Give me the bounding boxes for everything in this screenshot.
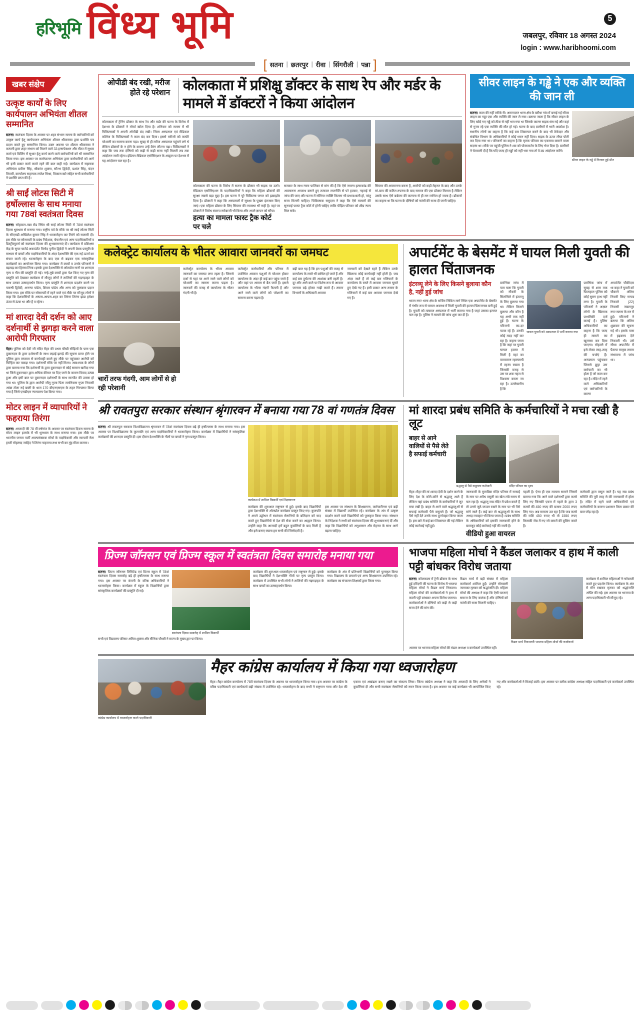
sidebar-story-1[interactable] xyxy=(6,98,94,181)
basement-col-4: अपार्टमेंट चौकीदार था कहा ने युवती को चौकाने अंतिम निवारी किए गायब निकाले (22) निवासी जबलपुर नगर सतना के मन में हुई। परिजनों ने बताया कि अंतिम शुक्रवार की सूचना गई थी। इसके पास में हड़कम्प देते निकाली थी। उसे सीधा अपार्टमेंट में पैठाया मातृक तमाम संभावना में जांच था। xyxy=(610,280,635,362)
bjp-col-2: कैंडल मार्च में बड़ी संख्या में महिला कार्यकर्ता शामिल हुईं। उन्होंने मोमबत्ती जलाकर मृतका को श्रद्धांजलि दी। महिला मोर्चा की अध्यक्ष ने कहा कि ऐसी घटनाएं समाज के लिए कलंक हैं और दोषियों को फांसी की सजा मिलनी चाहिए। xyxy=(460,576,508,605)
lead-col-2 xyxy=(193,120,280,232)
basement-col-3: प्रारंभिक जांच में सुबह से शाम तक फिलहाल पुलिस को कोई सुराग हाथ नहीं लगा है। युवती के परिजनों ने अज्ञात लोगों के खिलाफ प्राथमिकी दर्ज कराई है। पुलिस अधिकारियों का कहना है कि जल्द ही मामले का खुलासा कर दिया जाएगा। मोहल्ले में इसे लेकर तरह-तरह की चर्चाएं हैं। अस्पताल पहुंचकर जिससे छुट्टा उस कर्मचारी का भी होता है जो काम कर रहा है। मंदिर में रहने वाले अधिकारियों एवं कर्मचारियों के कारण xyxy=(583,280,608,396)
masthead-logo-group xyxy=(10,6,234,45)
reg-dot-yellow xyxy=(178,1000,188,1010)
bjp-story[interactable] xyxy=(409,547,634,650)
nav-item-panna[interactable]: पन्ना xyxy=(361,61,371,69)
reg-half-pill xyxy=(399,1001,413,1010)
divider xyxy=(102,116,462,117)
third-band xyxy=(98,405,634,540)
stray-col-3: बड़ी बात यह है कि इन पशुओं की वजह से कार्यालय के रास्ते भी बाधित हो जाते हैं और कई बार दुर्घटना की आशंका बनी रहती है। दूर और आने वाले पर विशेष रूप से आवारा जानवर बड़े होकर गाड़ी करते हैं। तमाम विभागों के अधिकारी आवारा xyxy=(292,266,344,296)
page-number-badge: 5 xyxy=(604,13,616,25)
masthead-brand: हरिभूमि xyxy=(36,19,81,38)
lead-col-2-text: कोलकाता की घटना के विरोध में सतना के डॉक्टर भी सड़क पर उतरे। मेडिकल एसोसिएशन के पदाधिकारियों ने कहा कि महिला डॉक्टरों की सुरक्षा सबसे बड़ा मुद्दा है। इस घटना ने पूरे चिकित्सा जगत को झकझोर दिया है। डॉक्टरों ने कहा कि अस्पतालों में सुरक्षा के पुख्ता इंतजाम किए जाएं। एक महिला डॉक्टर के लिए सिस्टम की व्यवस्था भी सही है। वहां पर डॉक्टरों ने विरोध स्वरूप नारेबाजी भी किया और अपने ज्ञापन को सौंपा। xyxy=(193,184,280,213)
prism-col-1: प्रिज्म जॉनसन लिमिटेड एवं प्रिज्म स्कूल में 78वां स्वतंत्रता दिवस समारोह बड़े ही हर्षोल्लास के साथ मनाया गया। इस अवसर पर कंपनी के वरिष्ठ अधिकारियों ने ध्वजारोहण किया। कार्यक्रम में स्कूल के विद्यार्थियों द्वारा सांस्कृतिक कार्यक्रमों की प्रस्तुति दी गई। xyxy=(98,569,169,593)
divider xyxy=(98,421,398,422)
sewer-story-body: काम की नहीं तरीके सेे। अमरपाटन थाना क्षेत्र के बरौंधा गांव में बनाई गई सीवर लाइन का गड्ढा एक और व्यक्ति की जान ले गया। बताया जाता है कि सीवर लाइन के लिए खोदे गए गड्ढे को ठीक से नहीं भरा गया था जिसके कारण सड़क धंस गई और वहां से गुजर रहे एक व्यक्ति की मौत हो गई। घटना के बाद ग्रामीणों में भारी आक्रोश है। स्थानीय लोगों का कहना है कि कई बार शिकायत करने के बाद भी ठेकेदार और संबंधित विभाग के अधिकारियों ने कोई ध्यान नहीं दिया। सड़क के ऊपर लीपा पोती कर दिया गया था। परिजनों का कहना है कि मृतक परिवार का एकमात्र कमाने वाला सदस्य था। मौके पर पहुंची पुलिस ने शव को पोस्टमार्टम के लिए भेज दिया है। ग्रामीणों ने चेतावनी दी है कि यदि जल्द ही गड्ढों को नहीं भरा गया तो वे उग्र आंदोलन करेंगे। xyxy=(470,110,569,154)
lead-story-headline: कोलकाता में प्रशिक्षु डॉक्टर के साथ रेप और मर्डर के मामले में डॉक्टरों ने किया आंदोलन xyxy=(183,78,441,112)
reg-dot-yellow xyxy=(459,1000,469,1010)
nav-item-chhatarpur[interactable]: छतरपुर xyxy=(290,61,309,69)
reg-dot-cyan xyxy=(347,1000,357,1010)
sidebar-story-1-headline: उत्कृष्ट कार्यों के लिए कार्यपालन अभियंता शीतल सम्मानित xyxy=(6,98,88,130)
lead-subhead: हत्या का मामला फास्ट ट्रैक कोर्ट पर चले xyxy=(193,215,272,231)
maihar-headline: मैहर कांग्रेस कार्यालय में किया गया ध्वजारोहण xyxy=(210,658,455,676)
basement-subhead: इंटरव्यू लेने के लिए किसने बुलाया कौन है, नहीं हुई जांच xyxy=(409,281,492,296)
stray-col-2: कलेक्ट्रेट कर्मचारियों और परिसर में उपस्थित आवारा पशुओं से परेशान होकर कार्यालय के अंदर ही कई बार पहुंच जाते हैं और वहां पर आराम से बैठ जाते हैं। इससे कार्यालय के भीतर गंदगी फैलती है और आने जाने वाले लोगों को परेशानी का सामना करना पड़ता है। xyxy=(237,266,289,300)
nav-separator: | xyxy=(286,60,288,68)
sewer-photo xyxy=(572,111,634,157)
sharda-col-3: पहली है। ऐसा ही एक मामला सामने जिसमें बताया गया कि आने वाले दर्शनार्थी द्वारा कमरे लिए गए जिसकी एवज में पहले के द्वारा 3 कमरों की 450 रुपए की बजाय 2000 रुपए लिए गए। अब मामला उठ रहा है कि जब कमरे की राशि 450 रुपए थी तो 1550 रुपए किसकी जेब में गए जो कमरों की बुकिंग करते हैं। xyxy=(523,490,577,529)
sidebar-story-4-dateline: सतना। xyxy=(6,426,15,431)
reg-gray-pill xyxy=(41,1001,63,1010)
bjp-headline: भाजपा महिला मोर्चा ने कैंडल जलाकर व हाथ में काली पट्टी बांधकर विरोध जताया xyxy=(409,547,619,573)
reg-dot-black xyxy=(472,1000,482,1010)
navbar-city-list xyxy=(255,57,385,72)
navbar-rule-left xyxy=(10,62,255,66)
lead-story-kicker: ओपीडी बंद रखी, मरीज होते रहे परेशान xyxy=(107,78,170,97)
divider xyxy=(6,308,94,309)
fourth-band xyxy=(98,547,634,650)
prism-col-3: कार्यक्रम के अंत में प्रतिभागी विद्यार्थियों को पुरस्कृत किया गया। विद्यालय के प्राचार्य एवं अन्य शिक्षकगण उपस्थित रहे। कार्यक्रम का संचालन शिक्षकों द्वारा किया गया। xyxy=(327,569,398,584)
masthead-website-link[interactable]: login : www.haribhoomi.com xyxy=(520,45,616,52)
bjp-photo-caption: कैंडल मार्च निकालती भाजपा महिला मोर्चा की कार्यकर्ता xyxy=(511,639,574,644)
reg-dot-cyan xyxy=(66,1000,76,1010)
sidebar-story-3-headline: मां शारदा देवी दर्शन को आए दर्शनार्थी से झगड़ा करने वाला आरोपी गिरफ्तार xyxy=(6,312,94,344)
sewer-story-headline: सीवर लाइन के गड्ढे ने एक और व्यक्ति की जान ली xyxy=(470,74,634,108)
prism-photo xyxy=(172,570,250,630)
basement-col-1: भारत नगर थाना क्षेत्र के सर्विस सिविल मार्ग स्थित एक अपार्टमेंट के बेसमेंट में गंभीर रूप से घायल अवस्था में मिली युवती की हालत चिंताजनक बनी हुई है। युवती को तत्काल अस्पताल में भर्ती कराया गया है जहां उसका इलाज चल रहा है। पुलिस ने मामले की जांच शुरू कर दी है। xyxy=(409,298,497,318)
reg-dot-magenta xyxy=(165,1000,175,1010)
reg-dot-magenta xyxy=(360,1000,370,1010)
sidebar-section-tag: खबर संक्षेप xyxy=(6,77,50,92)
sharda-subhead: बाहर से आने वालियों से पैसे लेते है सफाई कर्मचारी xyxy=(409,436,449,459)
sidebar-column xyxy=(6,74,94,720)
stray-animals-subhead: चारों तरफ गंदगी, आम लोगों से हो रही परेशानी xyxy=(98,375,177,392)
reg-gray-pill xyxy=(485,1001,531,1010)
bjp-col-3: कार्यक्रम में शामिल महिलाओं ने नारेबाजी करते हुए प्रदर्शन किया। कार्यक्रम के अंत में मौन रखकर मृतका को श्रद्धांजलि अर्पित की गई। इस अवसर पर भाजपा के अन्य पदाधिकारी भी मौजूद रहे। xyxy=(586,576,634,601)
rawatpura-dateline: सतना। xyxy=(98,425,107,430)
sidebar-story-2-headline: श्री साईं लोटस सिटी में हर्षोल्लास के साथ मनाया गया 78वां स्वतंत्रता दिवस xyxy=(6,188,84,220)
sewer-photo-caption: सीवर लाइन के गड्ढे में गिरकर हुई मौत xyxy=(572,157,614,162)
divider xyxy=(6,184,94,185)
rawatpura-col-2: कार्यक्रम की शुरुआत राष्ट्रगान से हुई। इसके बाद विद्यार्थियों द्वारा देशभक्ति से ओतप्रोत कार्यक्रम प्रस्तुत किए गए। कुलपति ने अपने उद्बोधन में स्वतंत्रता सेनानियों के बलिदान को याद करते हुए विद्यार्थियों से देश की सेवा करने का आह्वान किया। उन्होंने कहा कि आजादी हमें बहुत कुर्बानियों के बाद मिली है और इसे बनाए रखना हम सभी की जिम्मेदारी है। xyxy=(248,504,321,533)
reg-dot-cyan xyxy=(152,1000,162,1010)
bracket-open-icon: [ xyxy=(263,56,267,72)
sharda-headline: मां शारदा प्रबंध समिति के कर्मचारियों ने मचा रखी है लूट xyxy=(409,404,619,431)
lead-story-kicker-wrap xyxy=(102,78,174,98)
sharda-note: वीडियो हुआ वायरल xyxy=(466,530,516,538)
lead-photo-1 xyxy=(193,120,280,182)
prism-col-4: सभी एवं विद्यालय परिसर अमित शुक्ला और सैनिक चौधरी ने माल्य के मुख्य द्वार पर किया। xyxy=(98,636,204,641)
stray-photo-2 xyxy=(98,323,180,373)
reg-dot-cyan xyxy=(433,1000,443,1010)
top-section xyxy=(98,74,634,236)
reg-dot-magenta xyxy=(79,1000,89,1010)
stray-photo-1 xyxy=(98,267,180,321)
sidebar-story-1-body: स्वतंत्रता दिवस के अवसर पर शहर संभाग सतना के कर्मचारियों को उत्कृष्ट कार्य हेतु कार्यपालन अभियंता शीतल श्रीवास्तव द्वारा प्रशस्ति पत्र प्रदान करते हुए सम्मानित किया। उक्त अवसर पर शीतल श्रीवास्तव ने कम्पनी द्वारा शहर संभाग को मिलने वाले 33 इन्सपेक्शन और मीटर में सुधार कार्य एवं बिलिंग में सुधार हेतु कार्य करने वाले कर्मचारियों को भी सम्मानित किया गया। इस अवसर पर कार्यपालन अभियंता द्वारा कर्मचारियों को आगे भी इसी प्रकार कार्य करते रहने की बात कही गई। कार्यक्रम में सहायक अभियंता प्रवीण सिंह, श्रीकांत शुक्ला, सौरभ द्विवेदी, प्रशांत सिंह, चंदन तिवारी, कार्यालय सहायक राजेश मिश्रा, विकास खरे सहित सभी कर्मचारियों ने प्रशस्ति प्राप्त की है। xyxy=(6,132,95,181)
color-registration-bar xyxy=(0,997,640,1013)
divider-heavy xyxy=(98,239,634,241)
maihar-congress-story[interactable] xyxy=(98,659,634,720)
basement-col-2: प्रारंभिक जांच में पता चला कि युवती को नौकरी के सिलसिले में इंटरव्यू के लिए बुलाया गया था। लेकिन किसने बुलाया और कौन है यह अभी तक नहीं हुई है। घटना के परिजनों का-दर पटक रहे हैं। उनकी कोई मदद नहीं कर रहा है। कहना जाता है कि जहां पर युवती घायल हालत में मिली है वहां का वातावरण रहस्यमयी में रहस्य रखता है जिसकी वजह से उस पर शक गहरा से विश्वास करता जा रहा है। उल्लेखनीय है कि xyxy=(500,280,524,391)
maihar-photo-caption: कांग्रेस कार्यालय में ध्वजारोहण करते पदाधिकारी xyxy=(98,715,152,720)
prism-headline: प्रिज्म जॉनसन एवं प्रिज्म स्कूल में स्वतंत्रता दिवस समारोह मनाया गया xyxy=(98,547,398,566)
rawatpura-col-1: श्री रावतपुरा सरकार विश्वविद्यालय श्रृंगारवन में 78वां स्वतंत्रता दिवस बड़े ही हर्षोल्लास के साथ मनाया गया। इस अवसर पर विश्वविद्यालय के कुलपति एवं अन्य पदाधिकारियों ने ध्वजारोहण किया। कार्यक्रम में विद्यार्थियों ने सांस्कृतिक कार्यक्रमों की शानदार प्रस्तुति दी। इस दौरान देशभक्ति के गीतों पर बच्चों ने नृत्य प्रस्तुत किया। xyxy=(98,425,245,440)
sidebar-story-3[interactable] xyxy=(6,312,94,395)
maihar-body: मैहर। मैहर कांग्रेस कार्यालय में 78वें स्वतंत्रता दिवस के अवसर पर ध्वजारोहण किया गया। इस अवसर पर कांग्रेस के वरिष्ठ पदाधिकारी एवं कार्यकर्ता बड़ी संख्या में उपस्थित रहे। ध्वजारोहण के बाद सभी ने राष्ट्रगान गाया और देश की एकता एवं अखंडता बनाए रखने का संकल्प लिया। जिला कांग्रेस अध्यक्ष ने कहा कि आजादी के लिए अनेकों ने कुर्बानियां दी और सभी स्वतंत्रता सेनानियों को नमन किया जाता है। इस अवसर पर कई कार्यक्रम भी आयोजित किए गए और कार्यकर्ताओं ने मिठाई बांटी। इस अवसर पर ब्लॉक कांग्रेस अध्यक्ष सहित पदाधिकारी एवं कार्यकर्ता उपस्थित रहे। xyxy=(210,679,634,689)
stray-col-1: कलेक्ट्रेट कार्यालय के भीतर आवारा जानवरों का जमघट लगा रहता है। जिससे दर्जा से यहां पर आने जाने वाले लोगों को परेशानी का सामना करना पड़ता है। जानवरों की वजह से कार्यालय के भीतर गंदगी भी है। xyxy=(183,266,234,296)
masthead-title: विंध्य भूमि xyxy=(86,4,234,47)
divider-vertical xyxy=(403,244,404,396)
stray-animals-story[interactable] xyxy=(98,244,398,396)
sewer-story[interactable] xyxy=(470,74,634,236)
sharda-story[interactable] xyxy=(409,405,634,540)
sidebar-story-4[interactable] xyxy=(6,402,94,446)
reg-half-pill xyxy=(416,1001,430,1010)
sharda-col-4: कर्मचारी द्वारा वसूल जाते हैं। यह सब प्रबंध समिति की पूरी तरह से की जानकारी में होता है। मंदिर में रहने वाले अधिकारियों एवं कर्मचारियों के कारण प्रशासन किस प्रकार की बात जोड़ रहा है। xyxy=(580,490,634,514)
reg-dot-magenta xyxy=(446,1000,456,1010)
divider-heavy xyxy=(98,654,634,656)
basement-story[interactable] xyxy=(409,244,634,396)
nav-item-satna[interactable]: सतना xyxy=(269,61,284,69)
reg-gray-pill xyxy=(204,1001,260,1010)
lead-col-4 xyxy=(375,120,462,205)
basement-headline: अपार्टमेंट के बेसमेंट में घायल मिली युवती की हालत चिंताजनक xyxy=(409,244,630,277)
lead-col-1 xyxy=(102,120,189,165)
second-band xyxy=(98,244,634,396)
divider-vertical xyxy=(403,547,404,650)
divider-vertical xyxy=(178,78,179,113)
lead-col-3-text: सरकार के साथ न्याय पालिका से मांग की है कि ऐसे जघन्य हत्याकांड की अवमानना अपराध बनाने हुए तत्काल राजनीति से परे हटकर, गहराई से जांच की जाए और घटना में संलिप्त व्यक्ति कितना भी प्रभावशाली हो, परंतु सजा मिलनी चाहिए। चिकित्सक समुदाय ने कहा कि ऐसे मामलों की सुनवाई फास्ट ट्रैक कोर्ट में होनी चाहिए ताकि पीड़ित परिवार को शीघ्र न्याय मिल सके। xyxy=(284,184,371,213)
sidebar-story-4-body: आजादी की 78 वीं वर्षगांठ के अवसर पर स्वतंत्रता दिवस सतना के मोटर लाइन इलाके में भी धूमधाम के साथ मनाया गया। इस मौके पर भारतीय जनता पार्टी आल्पसंख्यक मोर्चा के पदाधिकारी और व्यापारी नेता हाजी मोहम्मद जाहिद ने तिरंगा फहराया तथा सभी का मुंह मीठा कराया। xyxy=(6,426,94,445)
lead-story[interactable] xyxy=(98,74,466,236)
main-column xyxy=(98,74,634,720)
basement-photo xyxy=(527,281,581,329)
sewer-story-dateline: सतना। xyxy=(470,110,479,115)
divider-heavy xyxy=(98,542,634,544)
section-navbar xyxy=(10,57,630,71)
lead-photo-3 xyxy=(375,120,462,182)
nav-separator: | xyxy=(328,60,331,68)
lead-photo-2 xyxy=(284,120,371,182)
sharda-col-1: मैहर। मैहर की मां शारदा देवी के दर्शन करने के लिए देश के कोने-कोने से श्रद्धालु आते हैं लेकिन यहां प्रबंध समिति के कर्मचारियों ने लूट मचा रखी है। बाहर से आने वाले श्रद्धालुओं से सफाई कर्मचारी पैसे वसूलते हैं। जो श्रद्धालु पैसे नहीं देते उनके साथ दुर्व्यवहार किया जाता है। इस बारे में कई बार शिकायत की गई लेकिन कोई कार्रवाई नहीं हुई। xyxy=(409,490,463,529)
sidebar-story-2-body: सोहावल-पन्ना रोड स्थित श्री साईं लोटस सिटी में 78वां स्वतंत्रता दिवस धूमधाम से मनाया गया। राष्ट्रीय पर्व के मौके पर श्री साईं लोटस सिटी के सीएमडी अखिलेश कुमार सिंह ने ध्वजारोहण कर तिरंगे को सलामी दी। इस मौके पर सोसायटी के प्रबंध निदेशक, चेयरमैन एवं अन्य पदाधिकारियों व डिस्ट्रीब्यूटर्स को स्वतंत्रता दिवस की शुभकामनाएं दी। कार्यक्रम में प्रशिक्षण केंद्र के सुपर चार्टर्ड अकाउंटेंट विनोद पुनीत द्विवेदी ने अपनी प्रेरक प्रस्तुति के माध्यम से बच्चों और पदाधिकारियों के अंदर देशभक्ति की एक नई ऊर्जा का संचार करते रहे। ध्वजारोहण के बाद एक से बढ़कर एक सांस्कृतिक कार्यक्रमों का आयोजन किया गया। कार्यक्रम में बच्चों व उनके परिजनों ने बढ़चढ़ कर हिस्सा लिया। इसके द्वारा देशभक्ति से ओतप्रोत गानों पर शानदार नृत्य व गीत की प्रस्तुति दी गई। नन्हे-मुन्ने बच्चों द्वारा पेश किए गए नृत्य की प्रस्तुति को देखकर कार्यक्रम में मौजूद लोगों ने तालियों की गड़गड़ाहट के साथ उनका उत्साहवर्धन किया। नृत्य प्रस्तुति में शानदार प्रदर्शन करने पर पारुषी द्विवेदी, अनन्या पांडेय, शिवम पांडेय और अन्य को पुरस्कार प्रदान किया गया। इस मौके पर सोसायटी में रहने वाले एवं मौके पर मौजूद लोगों ने कहा कि देशवासियों के आपस-आपस-शहर का तिरंगा तिरंगा झंडा हमेशा ऊंचा से ऊंचा था और है व रहेगा। xyxy=(6,223,94,305)
sidebar-story-4-headline: मोटर लाइन में व्यापारियों ने फहराया तिरंगा xyxy=(6,402,88,423)
masthead-dateline: जबलपुर, रविवार 18 अगस्त 2024 xyxy=(522,31,616,40)
sharda-photo-1 xyxy=(456,435,506,483)
nav-separator: | xyxy=(311,60,313,68)
navbar-rule-right xyxy=(385,62,630,66)
reg-gray-pill xyxy=(322,1001,344,1010)
reg-dot-yellow xyxy=(92,1000,102,1010)
sharda-col-2: जानकारी के मुताबिक मंदिर परिसर में सफाई के नाम पर अवैध वसूली का खेल लंबे समय से चल रहा है। श्रद्धालु जब मंदिर में प्रवेश करते हैं तो उनसे जूते-चप्पल रखने के नाम पर भी पैसे मांगे जाते हैं। कई बार तो श्रद्धालुओं के साथ अभद्र व्यवहार भी किया जाता है। प्रबंध समिति के अधिकारियों को इसकी जानकारी होने के बावजूद कोई कार्रवाई नहीं की जाती है। xyxy=(466,490,520,529)
reg-half-pill xyxy=(118,1001,132,1010)
bjp-photo xyxy=(511,577,583,639)
rawatpura-photo xyxy=(248,425,398,497)
divider-heavy xyxy=(98,400,634,402)
sidebar-story-2-dateline: सतना। xyxy=(6,223,15,228)
rawatpura-col-3: इस अवसर पर संस्थान के शिक्षकगण, कर्मचारीगण एवं बड़ी संख्या में विद्यार्थी उपस्थित रहे। कार्यक्रम के अंत में उत्कृष्ट प्रदर्शन करने वाले विद्यार्थियों को पुरस्कृत किया गया। संस्थान के निदेशक ने सभी को स्वतंत्रता दिवस की शुभकामनाएं दीं और कहा कि विद्यार्थियों को अनुशासन और मेहनत के साथ आगे बढ़ना चाहिए। xyxy=(325,504,398,533)
lead-col-4-text: सिस्टम की अवमानना करना है, आरोपी को कड़ी मेहनत के बाद और उनके मां-बाप की कठिन तपस्या के बाद समाज की एक डॉक्टर मिलता है लेकिन उसके साथ ऐसे बर्बरता की कल्पना से ही मन व्यथित हो जाता है। डॉक्टरों का कहना था कि घटना के दोषियों को फांसी की सजा दी जानी चाहिए। xyxy=(375,184,462,203)
bjp-col-1: कोलकाता में ट्रेनी डॉक्टर के साथ हुई दरिंदगी की घटना के विरोध में भाजपा महिला मोर्चा ने कैंडल मार्च निकाला। महिला मोर्चा की कार्यकर्ताओं ने हाथ में काली पट्टी बांधकर अपना विरोध जताया। कार्यकर्ताओं ने दोषियों को कड़ी से कड़ी सजा देने की मांग की। xyxy=(409,576,457,610)
sharda-photo-1-caption: श्रद्धालु से पैसे वसूलता कर्मचारी xyxy=(456,484,492,489)
sidebar-story-1-dateline: सतना। xyxy=(6,132,15,137)
bjp-col-4: अवसर पर भाजपा महिला मोर्चा की मंडल अध्यक्ष व कार्यकर्ता उपस्थित रहीं। xyxy=(409,645,498,650)
sidebar-story-2[interactable] xyxy=(6,188,94,305)
prism-photo-caption: स्वतंत्रता दिवस समारोह में शामिल विद्यार्थी xyxy=(172,630,219,635)
sidebar-story-3-dateline: मैहर। xyxy=(6,346,13,351)
reg-dot-black xyxy=(105,1000,115,1010)
nav-item-singrauli[interactable]: सिंगरौली xyxy=(333,61,354,69)
lead-col-3 xyxy=(284,120,371,215)
lead-story-columns xyxy=(102,120,462,232)
sidebar-story-3-body: पुलिस को देवी जी मंदिर मैहर की प्रथम चौखी सीढ़ियों के पास एक दुकानदार के द्वारा दर्शनार्थी के साथ लड़ाई झगड़े की सूचना प्राप्त होने पर पुलिस द्वारा तत्परता से कार्यवाही करते हुए मौके पर पहुंचकर आरोपी को चिन्हित कर पकड़ा गया। दर्शनार्थी मौके पर नहीं मिला। आवश्यक के लोगों द्वारा बताया गया कि दर्शनार्थी के द्वारा दुकानदार से कोई सामान खरीदा गया था जिसे दुकानदार द्वारा अधिक कीमत पर दिए जाने के कारण विवाद उत्पन्न हुआ और इसी बात पर दुकानदार दर्शनार्थी के साथ मारपीट की उतारू हो गया था। पुलिस के द्वारा आरोपी जीतू गुप्ता पिता रामनिवास गुप्ता निवासी आंबा टोला नई बस्ती के धारा 170 बीएनएसएस के तहत गिरफ्तार किया गया है जिसे एसडीएम न्यायालय पेश किया गया। xyxy=(6,346,94,395)
stray-animals-headline: कलेक्ट्रेट कार्यालय के भीतर आवारा जानवरों का जमघट xyxy=(98,244,398,264)
maihar-photo xyxy=(98,659,206,715)
stray-col-4: जानवरों को देखते रहते हैं लेकिन उनके खिलाफ कोई कार्यवाही नहीं होती है। जब अंदर जाते हैं तो कई बार गलियारों के कार्यालय के रास्ते में आवारा जानवर घूमते हुए देखे गए हैं। इसी प्रकार अन्य तमाम के गलियारों में कई बार आवारा जानवर देखे गए हैं। xyxy=(347,266,398,300)
prism-dateline: सतना। xyxy=(98,569,107,574)
prism-col-2: कार्यक्रम की शुरुआत ध्वजारोहण एवं राष्ट्रगान से हुई। इसके बाद विद्यार्थियों ने देशभक्ति गीतों पर नृत्य प्रस्तुत किया। कार्यक्रम में उपस्थित सभी लोगों ने तालियों की गड़गड़ाहट के साथ बच्चों का उत्साहवर्धन किया। xyxy=(253,569,324,589)
bracket-close-icon: ] xyxy=(373,56,377,72)
masthead-meta xyxy=(521,6,630,52)
lead-col-1-text: कोलकाता में ट्रेनिंग डॉक्टर के साथ रेप और मर्डर की घटना के विरोध में देशभर के डॉक्टरों ने मोर्चा खोल दिया है। शनिवार को सतना में भी चिकित्सकों ने अपनी ओपीडी बंद रखी। जिला अस्पताल एवं मेडिकल कॉलेज के चिकित्सकों ने काम बंद कर दिया। इससे मरीजों को काफी परेशानी का सामना करना पड़ा। सुबह से ही मरीज अस्पताल पहुंचने लगे थे लेकिन डॉक्टरों के न होने के कारण उन्हें बैरंग लौटना पड़ा। चिकित्सकों ने कहा कि जब तक दोषियों को कड़ी से कड़ी सजा नहीं मिलती तब तक आंदोलन जारी रहेगा। इंडियन मेडिकल एसोसिएशन के आह्वान पर देशभर में यह आंदोलन चल रहा है। xyxy=(102,120,189,163)
reg-gray-pill xyxy=(263,1001,319,1010)
reg-dot-yellow xyxy=(373,1000,383,1010)
divider xyxy=(6,398,94,399)
bjp-dateline: सतना। xyxy=(409,576,418,581)
reg-half-pill xyxy=(135,1001,149,1010)
reg-dot-black xyxy=(386,1000,396,1010)
rawatpura-headline: श्री रावतपुरा सरकार संस्थान श्रृंगारवन में बनाया गया 78 वां गणतंत्र दिवस xyxy=(98,404,394,417)
nav-item-rewa[interactable]: रीवा xyxy=(315,61,326,69)
basement-photo-caption: घायल युवती को अस्पताल में भर्ती कराया गया xyxy=(526,329,578,334)
rawatpura-photo-caption: कार्यक्रम में शामिल विद्यार्थी एवं शिक्षकगण xyxy=(248,498,296,503)
reg-gray-pill xyxy=(6,1001,38,1010)
divider-vertical xyxy=(403,405,404,540)
masthead xyxy=(6,4,634,56)
reg-dot-black xyxy=(191,1000,201,1010)
prism-story[interactable] xyxy=(98,547,398,650)
sharda-photo-2-caption: मंदिर परिसर का दृश्य xyxy=(509,484,533,489)
sharda-photo-2 xyxy=(509,435,559,483)
page-grid xyxy=(6,74,634,720)
rawatpura-story[interactable] xyxy=(98,405,398,540)
nav-separator: | xyxy=(356,60,359,68)
